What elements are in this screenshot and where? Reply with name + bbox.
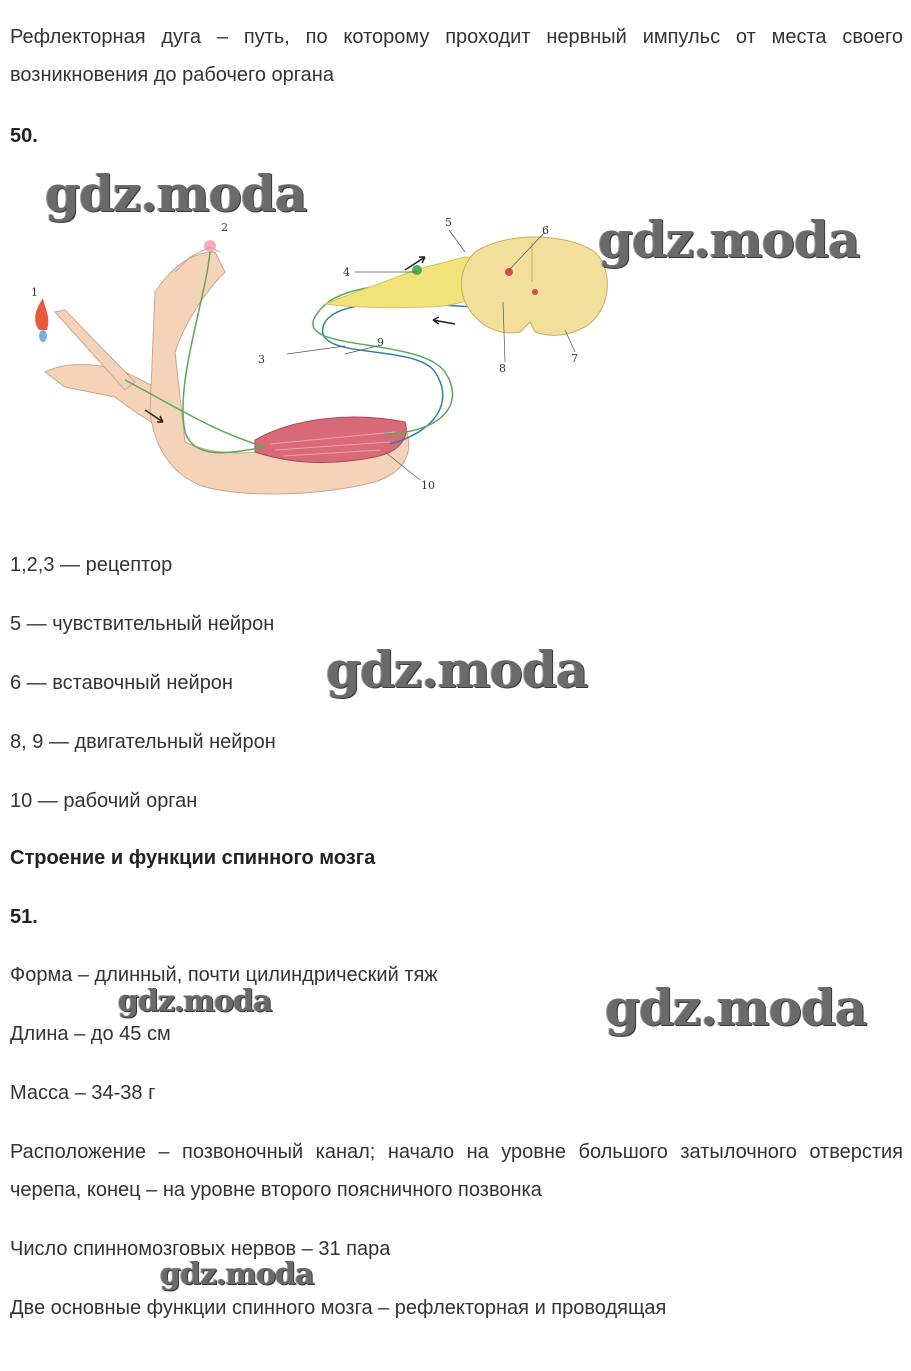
task-number-51: 51. [10, 906, 38, 928]
watermark: gdz.moda [45, 164, 307, 223]
answer-line: 6 — вставочный нейрон [10, 672, 233, 694]
figure-label-3: 3 [258, 353, 265, 366]
watermark: gdz.moda [326, 640, 588, 699]
spinal-cord-shape [461, 237, 607, 335]
figure-label-2: 2 [221, 221, 228, 234]
interneuron-point [505, 268, 513, 276]
watermark: gdz.moda [118, 984, 272, 1019]
answer-line: 10 — рабочий орган [10, 790, 198, 812]
figure-label-8: 8 [499, 362, 506, 375]
reflex-arc-figure [25, 212, 645, 502]
answer-line: 5 — чувствительный нейрон [10, 613, 275, 635]
answer-line: 8, 9 — двигательный нейрон [10, 731, 276, 753]
fact-line: Длина – до 45 см [10, 1023, 171, 1045]
fact-line: Две основные функции спинного мозга – рефлекторная и проводящая [10, 1297, 667, 1319]
figure-label-4: 4 [343, 266, 350, 279]
ganglion [412, 265, 422, 275]
watermark: gdz.moda [605, 978, 867, 1037]
figure-label-5: 5 [445, 216, 452, 229]
flame-icon [35, 298, 48, 342]
figure-label-10: 10 [421, 479, 435, 492]
figure-label-1: 1 [31, 286, 38, 299]
fact-line: Масса – 34-38 г [10, 1082, 156, 1104]
answer-line: 1,2,3 — рецептор [10, 554, 173, 576]
fact-line: Форма – длинный, почти цилиндрический тяж [10, 964, 438, 986]
figure-label-7: 7 [571, 352, 578, 365]
figure-label-6: 6 [542, 224, 549, 237]
watermark: gdz.moda [598, 210, 860, 269]
fact-line: Число спинномозговых нервов – 31 пара [10, 1238, 391, 1260]
watermark: gdz.moda [160, 1257, 314, 1292]
figure-label-9: 9 [377, 336, 384, 349]
intro-text: Рефлекторная дуга – путь, по которому проходит нервный импульс от места своего возникновения до рабочего органа [10, 26, 903, 86]
task-number-50: 50. [10, 125, 38, 147]
fact-line: Расположение – позвоночный канал; начало на уровне большого затылочного отверстия черепа, конец – на уровне второго поясничного позвонка [10, 1141, 903, 1201]
section-heading: Строение и функции спинного мозга [10, 847, 376, 869]
pinch-point [204, 240, 216, 252]
